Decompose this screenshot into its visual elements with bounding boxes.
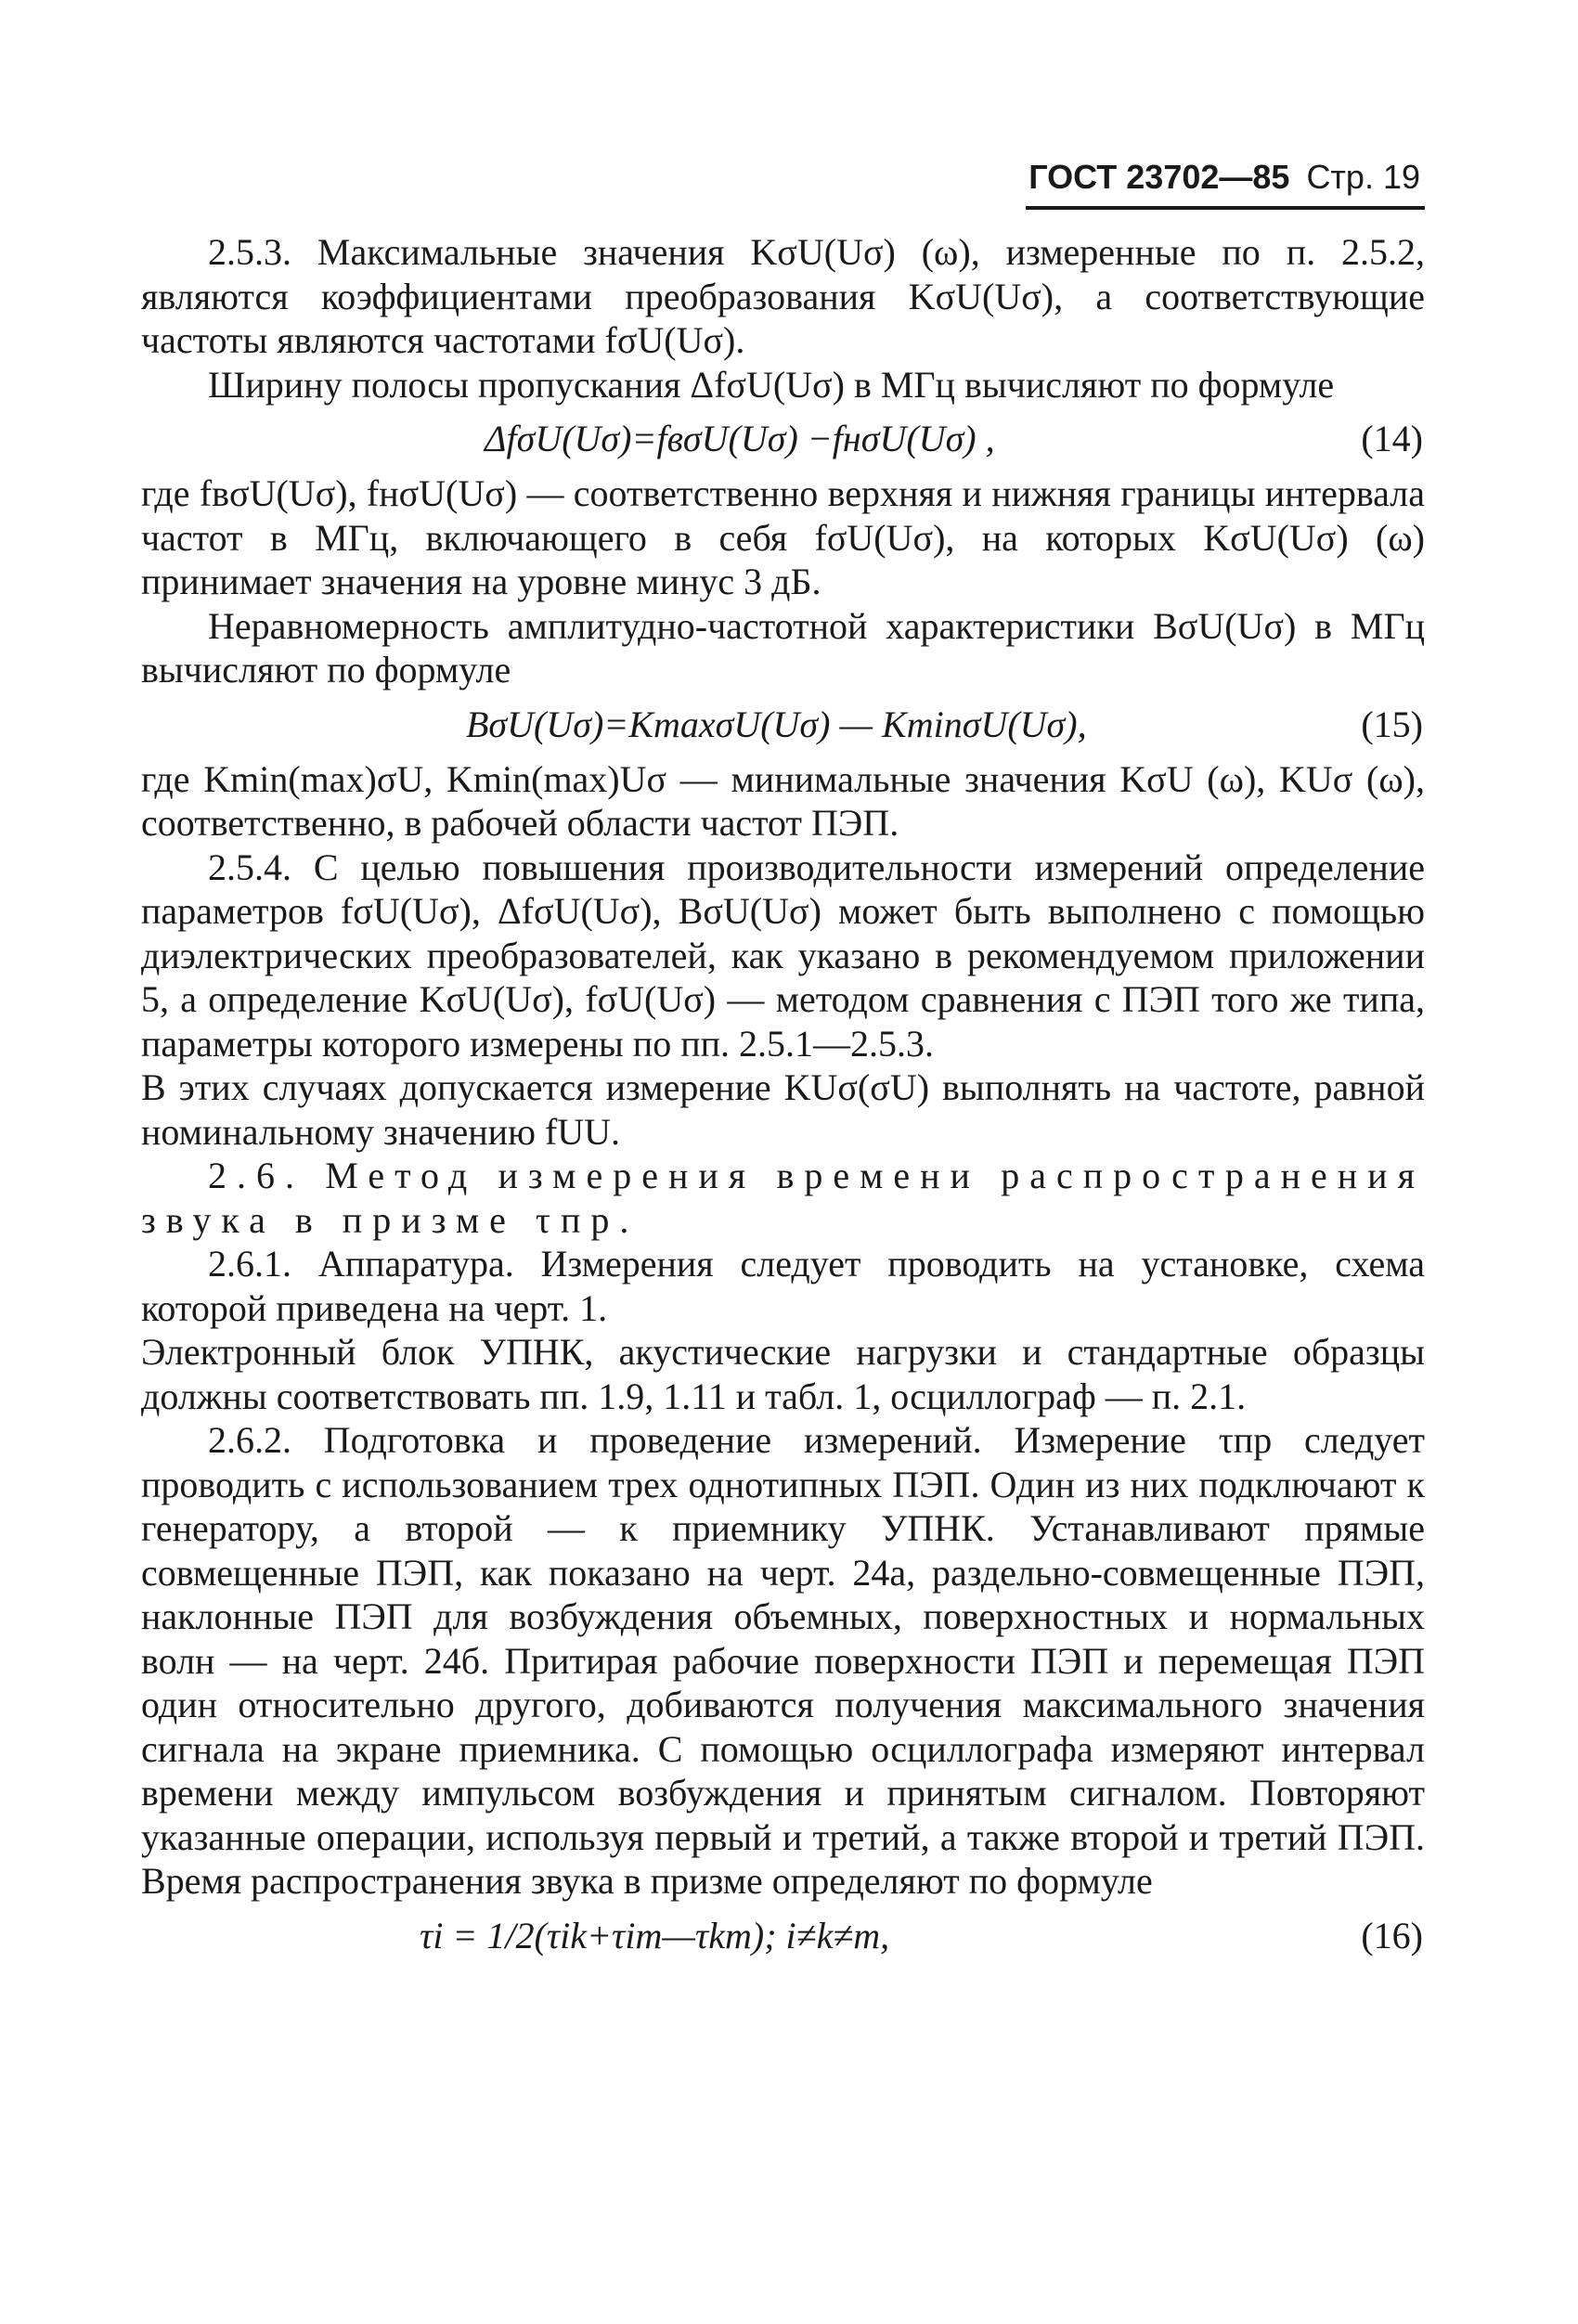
paragraph-nonuniformity: Неравномерность амплитудно-частотной характеристики BσU(Uσ) в МГц вычисляют по формуле xyxy=(141,604,1425,691)
section-2-6-title: 2.6. Метод измерения времени распространения звука в призме τпр. xyxy=(141,1155,1425,1241)
equation-16-number: (16) xyxy=(1361,1914,1423,1956)
equation-15 xyxy=(141,692,1425,757)
paragraph-2-6-2: 2.6.2. Подготовка и проведение измерений. Измерение τпр следует проводить с использованием трех однотипных ПЭП. Один из них подключают к генератору, а второй — к приемнику УПНК. Устанавливают прямые совмещенные ПЭП, как показано на черт. 24а, раздельно-совмещенные ПЭП, наклонные ПЭП для возбуждения объемных, поверхностных и нормальных волн — на черт. 24б. Притирая рабочие поверхности ПЭП и перемещая ПЭП один относительно другого, добиваются получения максимального значения сигнала на экране приемника. С помощью осциллографа измеряют интервал времени между импульсом возбуждения и принятым сигналом. Повторяют указанные операции, используя первый и третий, а также второй и третий ПЭП. Время распространения звука в призме определяют по формуле xyxy=(141,1419,1425,1902)
paragraph-2-5-4: 2.5.4. С целью повышения производительности измерений определение параметров fσU(Uσ), ΔfσU(Uσ), BσU(Uσ) может быть выполнено с помощью диэлектрических преобразователей, как указано в рекомендуемом приложении 5, а определение KσU(Uσ), fσU(Uσ) — методом сравнения с ПЭП того же типа, параметры которого измерены по пп. 2.5.1—2.5.3. xyxy=(141,846,1425,1065)
page-header xyxy=(1002,158,1420,197)
equation-14-formula: ΔfσU(Uσ)=fвσU(Uσ) −fнσU(Uσ) , xyxy=(485,418,995,459)
paragraph-where-14: где fвσU(Uσ), fнσU(Uσ) — соответственно верхняя и нижняя границы интервала частот в МГц, включающего в себя fσU(Uσ), на которых KσU(Uσ) (ω) принимает значения на уровне минус 3 дБ. xyxy=(141,472,1425,602)
equation-14-number: (14) xyxy=(1361,418,1423,459)
paragraph-block: Электронный блок УПНК, акустические нагрузки и стандартные образцы должны соответствовать пп. 1.9, 1.11 и табл. 1, осциллограф — п. 2.1. xyxy=(141,1331,1425,1417)
equation-15-number: (15) xyxy=(1361,703,1423,745)
paragraph-2-6-1: 2.6.1. Аппаратура. Измерения следует проводить на установке, схема которой приведена на черт. 1. xyxy=(141,1243,1425,1329)
equation-14 xyxy=(141,407,1425,471)
paragraph-where-15: где Kmin(max)σU, Kmin(max)Uσ — минимальные значения KσU (ω), KUσ (ω), соответственно, в рабочей области частот ПЭП. xyxy=(141,757,1425,844)
document-body xyxy=(141,230,1425,1969)
equation-16-formula: τi = 1/2(τik+τim—τkm); i≠k≠m, xyxy=(420,1914,890,1956)
equation-16 xyxy=(141,1904,1425,1969)
equation-15-formula: BσU(Uσ)=KmaxσU(Uσ) — KminσU(Uσ), xyxy=(466,703,1087,745)
paragraph-bandwidth: Ширину полосы пропускания ΔfσU(Uσ) в МГц вычисляют по формуле xyxy=(208,363,1335,406)
header-rule xyxy=(1026,206,1425,210)
page-number: Стр. 19 xyxy=(1306,158,1420,196)
standard-number: ГОСТ 23702—85 xyxy=(1028,158,1290,196)
paragraph-cases: В этих случаях допускается измерение KUσ(σU) выполнять на частоте, равной номинальному значению fUU. xyxy=(141,1066,1425,1153)
paragraph-2-5-3: 2.5.3. Максимальные значения KσU(Uσ) (ω), измеренные по п. 2.5.2, являются коэффициентами преобразования KσU(Uσ), а соответствующие частоты являются частотами fσU(Uσ). xyxy=(141,231,1425,361)
